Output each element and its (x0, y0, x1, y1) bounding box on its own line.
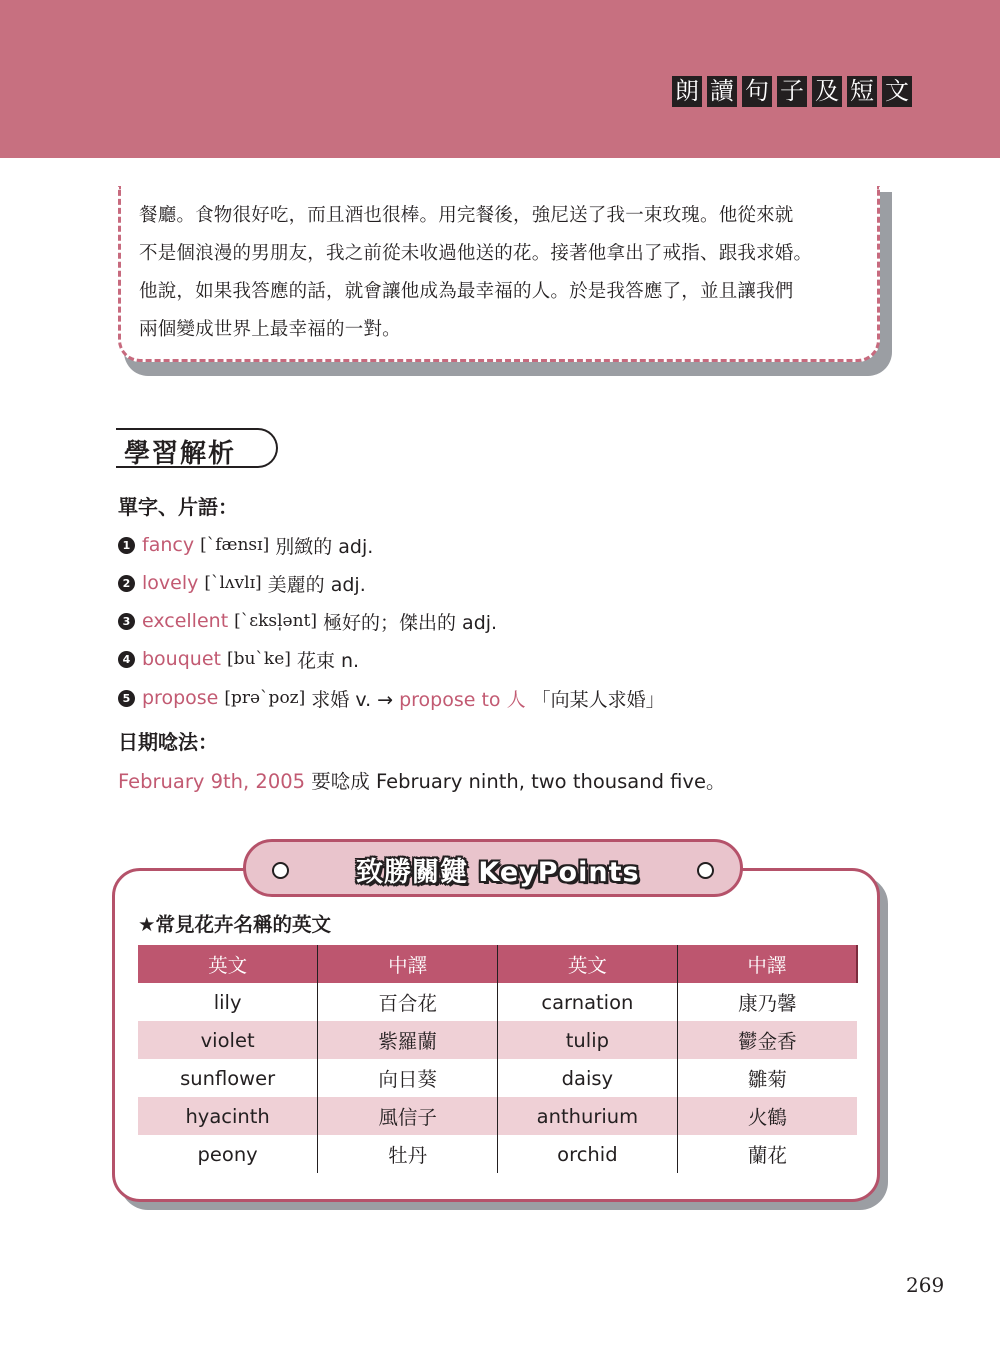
number-badge: 3 (118, 613, 135, 630)
date-example-line (118, 766, 725, 794)
table-row (138, 983, 857, 1021)
date-heading: 日期唸法： (118, 730, 218, 754)
table-cell: 牡丹 (318, 1135, 498, 1173)
vocab-ipa: [prə`poz] (224, 688, 306, 708)
table-cell: anthurium (498, 1097, 678, 1135)
circle-icon (697, 862, 714, 879)
passage-box (118, 186, 880, 362)
column-header: 中譯 (677, 945, 857, 983)
vocab-heading: 單字、片語： (118, 495, 238, 519)
table-cell: daisy (498, 1059, 678, 1097)
section-label-text: 學習解析 (124, 439, 237, 469)
chapter-title-char: 短 (847, 76, 877, 107)
keypoints-subtitle: ★常見花卉名稱的英文 (138, 913, 331, 936)
number-badge: 2 (118, 575, 135, 592)
chapter-title-char: 讀 (707, 76, 737, 107)
vocab-meaning: 求婚 v. → (311, 688, 394, 711)
vocab-meaning: 花束 n. (296, 649, 360, 672)
table-row (138, 1059, 857, 1097)
vocab-word: propose (142, 687, 219, 709)
date-example: February 9th, 2005 (118, 770, 306, 793)
column-header: 英文 (138, 945, 318, 983)
page-number: 269 (906, 1273, 945, 1297)
table-cell: 紫羅蘭 (318, 1021, 498, 1059)
table-row (138, 1021, 857, 1059)
number-badge: 5 (118, 690, 135, 707)
column-header: 英文 (498, 945, 678, 983)
table-cell: 百合花 (318, 983, 498, 1021)
phrase-pattern: propose to 人 (399, 688, 526, 711)
keypoints-title: 致勝關鍵 KeyPoints (356, 857, 640, 888)
vocab-word: excellent (142, 610, 229, 632)
table-cell: 蘭花 (677, 1135, 857, 1173)
vocab-word: fancy (142, 534, 195, 556)
vocab-meaning: 美麗的 adj. (267, 573, 366, 596)
table-row (138, 1135, 857, 1173)
chapter-title-char: 及 (812, 76, 842, 107)
number-badge: 1 (118, 537, 135, 554)
table-cell: 風信子 (318, 1097, 498, 1135)
chapter-title-char: 朗 (672, 76, 702, 107)
table-cell: sunflower (180, 1066, 276, 1090)
date-reading: 要唸成 February ninth, two thousand five。 (311, 770, 726, 793)
column-header: 中譯 (318, 945, 498, 983)
vocab-item (118, 608, 497, 634)
phrase-note: 「向某人求婚」 (531, 688, 665, 711)
vocab-item (118, 570, 366, 596)
number-badge: 4 (118, 651, 135, 668)
table-cell: 火鶴 (677, 1097, 857, 1135)
vocab-meaning: 別緻的 adj. (275, 535, 374, 558)
table-cell: peony (197, 1142, 258, 1166)
circle-icon (272, 862, 289, 879)
table-cell: 鬱金香 (677, 1021, 857, 1059)
vocab-item (118, 646, 359, 672)
chapter-title-char: 句 (742, 76, 772, 107)
chapter-title-char: 子 (777, 76, 807, 107)
keypoints-tab (243, 839, 743, 897)
vocab-meaning: 極好的；傑出的 adj. (323, 611, 498, 634)
vocab-item (118, 532, 373, 558)
vocab-word: lovely (142, 572, 199, 594)
table-cell: 雛菊 (677, 1059, 857, 1097)
table-cell: tulip (498, 1021, 678, 1059)
passage-line: 他說，如果我答應的話，就會讓他成為最幸福的人。於是我答應了，並且讓我們 (139, 281, 794, 302)
table-cell: orchid (498, 1135, 678, 1173)
table-cell: lily (213, 990, 242, 1014)
table-cell: 向日葵 (318, 1059, 498, 1097)
vocab-ipa: [bu`ke] (226, 649, 291, 669)
chapter-title-char: 文 (882, 76, 912, 107)
table-header-row (138, 945, 857, 983)
section-label (116, 428, 278, 468)
passage-line: 兩個變成世界上最幸福的一對。 (139, 319, 401, 340)
table-cell: carnation (498, 983, 678, 1021)
vocab-ipa: [`lʌvlɪ] (204, 573, 262, 593)
chapter-title (672, 76, 912, 107)
table-cell: hyacinth (138, 1097, 318, 1135)
vocab-ipa: [`fænsɪ] (200, 535, 270, 555)
table-cell: 康乃馨 (677, 983, 857, 1021)
table-cell: violet (138, 1021, 318, 1059)
passage-line: 餐廳。食物很好吃，而且酒也很棒。用完餐後，強尼送了我一束玫瑰。他從來就 (139, 205, 794, 226)
passage-line: 不是個浪漫的男朋友，我之前從未收過他送的花。接著他拿出了戒指、跟我求婚。 (139, 243, 813, 264)
vocab-item (118, 685, 665, 711)
vocab-word: bouquet (142, 648, 221, 670)
table-row (138, 1097, 857, 1135)
flower-names-table (138, 945, 858, 1173)
vocab-ipa: [`ɛksl̩ənt] (234, 611, 318, 631)
